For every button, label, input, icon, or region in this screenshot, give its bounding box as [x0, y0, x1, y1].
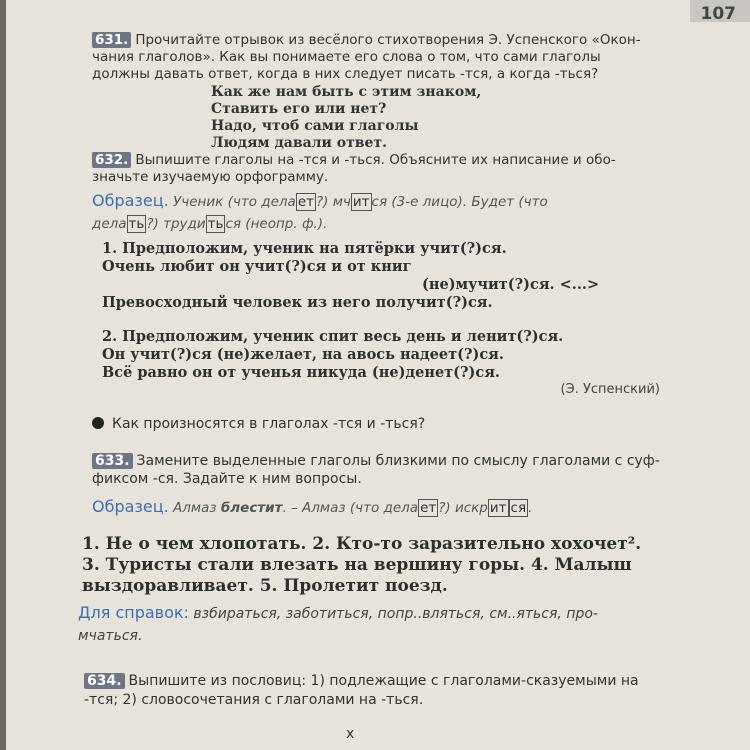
ending-box: ит — [352, 194, 370, 210]
exercise-632 — [92, 152, 710, 186]
ending-box: ть — [128, 216, 145, 232]
sample-632 — [92, 190, 710, 235]
reference-words — [78, 602, 710, 647]
exercise-633 — [92, 452, 710, 488]
highlighted-word: блестит — [220, 500, 283, 516]
sample-text: ?) труди — [146, 216, 206, 232]
instruction-line: Выпишите глаголы на -тся и -ться. Объясните их написание и обо- — [135, 152, 616, 168]
instruction-line: фиксом -ся. Задайте к ним вопросы. — [92, 471, 362, 487]
text-632-part2 — [102, 328, 690, 382]
exercise-number: 632. — [92, 152, 131, 168]
textbook-page — [6, 0, 750, 750]
exercise-631 — [92, 32, 710, 83]
sample-text: ?) мч — [315, 194, 351, 210]
sample-text: . – Алмаз (что дела — [282, 500, 419, 516]
text-line: 1. Предположим, ученик на пятёрки учит(?)ся. — [102, 240, 507, 257]
exercise-number: 633. — [92, 453, 133, 469]
sample-text: Ученик (что дела — [173, 194, 296, 210]
page-number: 107 — [700, 4, 736, 24]
exercise-number: 634. — [84, 673, 125, 689]
text-line: Очень любит он учит(?)ся и от книг — [102, 258, 412, 275]
instruction-line: чания глаголов». Как вы понимаете его слова о том, что сами глаголы — [92, 49, 601, 65]
text-line: Он учит(?)ся (не)желает, на авось надеет(?)ся. — [102, 346, 504, 363]
text-633 — [82, 534, 710, 597]
sample-text: дела — [92, 216, 127, 232]
ending-box: ет — [420, 500, 437, 516]
ending-box: ет — [297, 194, 314, 210]
sample-text: ся (неопр. ф.). — [225, 216, 328, 232]
instruction-line: Замените выделенные глаголы близкими по смыслу глаголами с суф- — [136, 453, 660, 469]
sample-label: Образец. — [92, 191, 169, 210]
exercise-number: 631. — [92, 32, 131, 48]
text-line: 3. Туристы стали влезать на вершину горы. 4. Малыш — [82, 555, 632, 575]
poem-line: Ставить его или нет? — [211, 101, 387, 117]
question-text: Как произносятся в глаголах -тся и -ться? — [112, 416, 426, 432]
ending-box: ит — [489, 500, 507, 516]
instruction-line: Прочитайте отрывок из весёлого стихотворения Э. Успенского «Окон- — [135, 32, 641, 48]
text-line: Всё равно он от ученья никуда (не)денет(?)ся. — [102, 364, 500, 381]
author-credit: (Э. Успенский) — [560, 382, 660, 397]
bullet-icon — [92, 417, 104, 429]
poem — [211, 84, 481, 152]
exercise-634 — [84, 672, 710, 710]
text-line: 1. Не о чем хлопотать. 2. Кто-то заразительно хохочет². — [82, 534, 642, 554]
text-line: 2. Предположим, ученик спит весь день и ленит(?)ся. — [102, 328, 564, 345]
sample-text: . — [528, 500, 533, 516]
suffix-box: ся — [510, 500, 527, 516]
sample-text: ся (3-е лицо). Будет (что — [371, 194, 548, 210]
ending-box: ть — [207, 216, 224, 232]
sample-label: Образец. — [92, 497, 169, 516]
sample-text: Алмаз — [173, 500, 217, 516]
review-question — [92, 416, 425, 432]
instruction-line: -тся; 2) словосочетания с глаголами на -ться. — [84, 692, 424, 708]
reference-line: взбираться, заботиться, попр..вляться, см..яться, про- — [193, 606, 598, 622]
sample-text: ?) искр — [438, 500, 488, 516]
text-line: выздоравливает. 5. Пролетит поезд. — [82, 576, 448, 596]
bottom-mark: х — [346, 726, 355, 742]
reference-label: Для справок: — [78, 603, 189, 622]
poem-line: Надо, чтоб сами глаголы — [211, 118, 419, 134]
reference-line: мчаться. — [78, 628, 143, 644]
text-632-part1 — [102, 240, 690, 312]
poem-line: Как же нам быть с этим знаком, — [211, 84, 482, 100]
instruction-line: должны давать ответ, когда в них следует писать -тся, а когда -ться? — [92, 66, 599, 82]
text-line: (не)мучит(?)ся. <...> — [422, 276, 600, 293]
instruction-line: Выпишите из пословиц: 1) подлежащие с глаголами-сказуемыми на — [128, 673, 639, 689]
sample-633 — [92, 498, 710, 517]
text-line: Превосходный человек из него получит(?)ся. — [102, 294, 493, 311]
poem-line: Людям давали ответ. — [211, 135, 387, 151]
instruction-line: значьте изучаемую орфограмму. — [92, 169, 329, 185]
